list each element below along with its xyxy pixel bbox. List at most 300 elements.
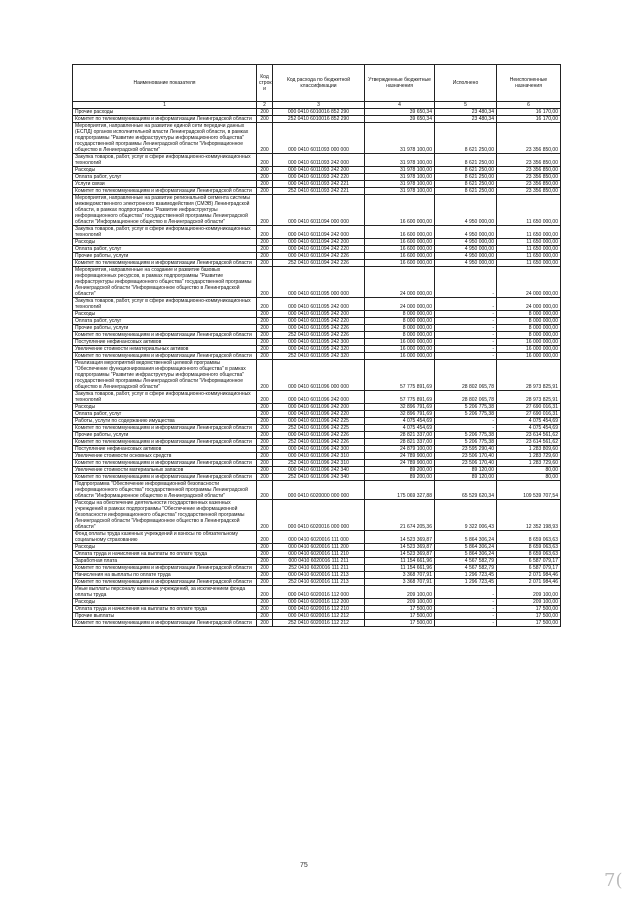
row-approved-cell: 24 000 000,00 <box>365 267 435 298</box>
row-name-cell: Расходы <box>73 404 257 411</box>
table-row <box>73 425 561 432</box>
row-executed-cell: 23 480,34 <box>435 109 497 116</box>
row-code-cell: 200 <box>257 181 273 188</box>
column-index: 1 <box>73 102 257 109</box>
column-index: 2 <box>257 102 273 109</box>
table-row <box>73 346 561 353</box>
row-executed-cell: - <box>435 613 497 620</box>
table-row <box>73 467 561 474</box>
row-kbk-cell: 252 0410 6020016 112 212 <box>273 620 365 627</box>
row-approved-cell: 8 000 000,00 <box>365 311 435 318</box>
row-code-cell: 200 <box>257 446 273 453</box>
row-kbk-cell: 252 0410 6020016 111 211 <box>273 565 365 572</box>
row-name-cell: Комитет по телекоммуникациям и информатизации Ленинградской области <box>73 188 257 195</box>
row-unexecuted-cell: 8 000 000,00 <box>497 311 561 318</box>
row-executed-cell: 89 120,00 <box>435 467 497 474</box>
row-approved-cell: 31 978 100,00 <box>365 188 435 195</box>
row-unexecuted-cell: 27 690 016,31 <box>497 411 561 418</box>
row-executed-cell: - <box>435 425 497 432</box>
row-name-cell: Комитет по телекоммуникациям и информатизации Ленинградской области <box>73 565 257 572</box>
row-kbk-cell: 000 0410 6011095 000 000 <box>273 267 365 298</box>
row-unexecuted-cell: 2 071 984,46 <box>497 572 561 579</box>
table-row <box>73 432 561 439</box>
row-approved-cell: 24 789 900,00 <box>365 460 435 467</box>
row-unexecuted-cell: 23 356 850,00 <box>497 174 561 181</box>
row-unexecuted-cell: 16 000 000,00 <box>497 346 561 353</box>
table-row <box>73 531 561 544</box>
header-row <box>73 65 561 102</box>
row-approved-cell: 4 075 454,69 <box>365 425 435 432</box>
row-executed-cell: 8 621 250,00 <box>435 181 497 188</box>
row-kbk-cell: 000 0410 6011096 000 000 <box>273 360 365 391</box>
row-approved-cell: 16 600 000,00 <box>365 260 435 267</box>
row-name-cell: Фонд оплаты труда казенных учреждений и взносы по обязательному социальному страхованию <box>73 531 257 544</box>
row-kbk-cell: 000 0410 6011094 242 000 <box>273 226 365 239</box>
row-approved-cell: 14 523 369,87 <box>365 551 435 558</box>
row-unexecuted-cell: 23 356 850,00 <box>497 188 561 195</box>
header-kbk: Код расхода по бюджетной классификации <box>273 65 365 102</box>
row-name-cell: Прочие расходы <box>73 109 257 116</box>
row-kbk-cell: 252 0410 6011094 242 226 <box>273 260 365 267</box>
row-code-cell: 200 <box>257 298 273 311</box>
row-approved-cell: 24 879 100,00 <box>365 446 435 453</box>
row-unexecuted-cell: 17 500,00 <box>497 620 561 627</box>
row-executed-cell: 28 802 065,78 <box>435 360 497 391</box>
row-executed-cell: 1 296 723,45 <box>435 572 497 579</box>
table-row <box>73 446 561 453</box>
row-kbk-cell: 000 0410 6011096 242 000 <box>273 391 365 404</box>
table-row <box>73 253 561 260</box>
row-name-cell: Начисления на выплаты по оплате труда <box>73 572 257 579</box>
row-kbk-cell: 000 0410 6011096 242 340 <box>273 467 365 474</box>
row-kbk-cell: 000 0410 6011095 242 200 <box>273 311 365 318</box>
row-code-cell: 200 <box>257 239 273 246</box>
row-name-cell: Поступление нефинансовых активов <box>73 446 257 453</box>
row-name-cell: Комитет по телекоммуникациям и информатизации Ленинградской области <box>73 116 257 123</box>
row-approved-cell: 11 154 661,96 <box>365 565 435 572</box>
table-row <box>73 391 561 404</box>
row-name-cell: Комитет по телекоммуникациям и информатизации Ленинградской области <box>73 620 257 627</box>
row-kbk-cell: 000 0410 6020016 112 210 <box>273 606 365 613</box>
table-row <box>73 439 561 446</box>
row-name-cell: Работы, услуги по содержанию имущества <box>73 418 257 425</box>
column-index: 5 <box>435 102 497 109</box>
row-unexecuted-cell: 23 614 561,62 <box>497 432 561 439</box>
table-row <box>73 123 561 154</box>
row-executed-cell: - <box>435 346 497 353</box>
row-code-cell: 200 <box>257 565 273 572</box>
row-name-cell: Комитет по телекоммуникациям и информатизации Ленинградской области <box>73 332 257 339</box>
row-approved-cell: 89 200,00 <box>365 467 435 474</box>
row-approved-cell: 16 000 000,00 <box>365 353 435 360</box>
row-code-cell: 200 <box>257 411 273 418</box>
row-kbk-cell: 000 0410 6020000 000 000 <box>273 481 365 500</box>
row-kbk-cell: 000 0410 6011094 242 200 <box>273 239 365 246</box>
row-code-cell: 200 <box>257 391 273 404</box>
row-kbk-cell: 252 0410 6010016 852 290 <box>273 116 365 123</box>
row-executed-cell: 23 506 170,40 <box>435 460 497 467</box>
row-unexecuted-cell: 4 075 454,69 <box>497 418 561 425</box>
row-approved-cell: 21 674 205,36 <box>365 500 435 531</box>
row-kbk-cell: 000 0410 6011096 242 310 <box>273 453 365 460</box>
row-unexecuted-cell: 80,00 <box>497 474 561 481</box>
row-code-cell: 200 <box>257 586 273 599</box>
row-approved-cell: 16 600 000,00 <box>365 246 435 253</box>
row-code-cell: 200 <box>257 551 273 558</box>
row-unexecuted-cell: 23 614 561,62 <box>497 439 561 446</box>
column-index: 6 <box>497 102 561 109</box>
row-name-cell: Комитет по телекоммуникациям и информатизации Ленинградской области <box>73 460 257 467</box>
row-code-cell: 200 <box>257 325 273 332</box>
row-executed-cell: - <box>435 353 497 360</box>
row-approved-cell: 16 000 000,00 <box>365 346 435 353</box>
row-approved-cell: 11 154 661,96 <box>365 558 435 565</box>
row-code-cell: 200 <box>257 346 273 353</box>
row-executed-cell: - <box>435 267 497 298</box>
row-executed-cell: - <box>435 325 497 332</box>
column-index: 4 <box>365 102 435 109</box>
table-row <box>73 572 561 579</box>
row-kbk-cell: 000 0410 6011093 000 000 <box>273 123 365 154</box>
row-executed-cell: 4 567 582,79 <box>435 558 497 565</box>
row-approved-cell: 28 821 337,00 <box>365 432 435 439</box>
row-name-cell: Расходы <box>73 311 257 318</box>
row-unexecuted-cell: 16 000 000,00 <box>497 353 561 360</box>
row-unexecuted-cell: 8 000 000,00 <box>497 332 561 339</box>
row-unexecuted-cell: 8 000 000,00 <box>497 325 561 332</box>
row-kbk-cell: 000 0410 6011093 242 220 <box>273 174 365 181</box>
row-unexecuted-cell: 8 000 000,00 <box>497 318 561 325</box>
row-name-cell: Мероприятия, направленные на развитие региональной сегмента системы межведомственного электронного взаимодействия (СМЭВ) Ленинградской области, в рамках подпрограммы "Развитие инфраструктуры информационного общества" государственной программы Ленинградской области "Информационное общество в Ленинградской области" <box>73 195 257 226</box>
row-code-cell: 200 <box>257 311 273 318</box>
row-unexecuted-cell: 23 356 850,00 <box>497 167 561 174</box>
table-row <box>73 332 561 339</box>
row-kbk-cell: 000 0410 6020016 000 000 <box>273 500 365 531</box>
row-name-cell: Реализация мероприятий ведомственной целевой программы "Обеспечение функционирования информационного общества" в рамках подпрограммы "Развитие инфраструктуры информационного общества" государственной программы Ленинградской области "Информационное общество в Ленинградской области" <box>73 360 257 391</box>
row-approved-cell: 17 500,00 <box>365 606 435 613</box>
row-executed-cell: - <box>435 339 497 346</box>
row-executed-cell: 8 621 250,00 <box>435 123 497 154</box>
row-approved-cell: 8 000 000,00 <box>365 332 435 339</box>
row-name-cell: Комитет по телекоммуникациям и информатизации Ленинградской области <box>73 353 257 360</box>
row-approved-cell: 31 978 100,00 <box>365 174 435 181</box>
row-code-cell: 200 <box>257 253 273 260</box>
table-row <box>73 298 561 311</box>
row-unexecuted-cell: 209 100,00 <box>497 599 561 606</box>
row-executed-cell: 5 864 306,24 <box>435 531 497 544</box>
row-name-cell: Увеличение стоимости нематериальных активов <box>73 346 257 353</box>
row-executed-cell: 5 864 306,24 <box>435 551 497 558</box>
row-unexecuted-cell: 11 650 000,00 <box>497 226 561 239</box>
row-executed-cell: 4 950 000,00 <box>435 226 497 239</box>
row-unexecuted-cell: 209 100,00 <box>497 586 561 599</box>
table-row <box>73 109 561 116</box>
row-approved-cell: 57 775 891,69 <box>365 360 435 391</box>
row-code-cell: 200 <box>257 572 273 579</box>
table-body <box>73 109 561 627</box>
row-code-cell: 200 <box>257 606 273 613</box>
row-code-cell: 200 <box>257 439 273 446</box>
row-unexecuted-cell: 16 170,00 <box>497 116 561 123</box>
row-executed-cell: 4 950 000,00 <box>435 195 497 226</box>
table-row <box>73 260 561 267</box>
table-row <box>73 453 561 460</box>
row-unexecuted-cell: 11 650 000,00 <box>497 260 561 267</box>
row-name-cell: Закупка товаров, работ, услуг в сфере информационно-коммуникационных технологий <box>73 298 257 311</box>
row-executed-cell: 4 950 000,00 <box>435 253 497 260</box>
column-index: 3 <box>273 102 365 109</box>
table-row <box>73 620 561 627</box>
row-executed-cell: 4 950 000,00 <box>435 260 497 267</box>
row-name-cell: Оплата труда и начисления на выплаты по оплате труда <box>73 606 257 613</box>
table-row <box>73 339 561 346</box>
row-executed-cell: 1 296 723,45 <box>435 579 497 586</box>
row-approved-cell: 39 650,34 <box>365 109 435 116</box>
row-name-cell: Расходы на обеспечение деятельности государственных казенных учреждений в рамках подпрограммы "Обеспечение информационной безопасности информационного общества" государственной программы Ленинградской области "Информационное общество в Ленинградской области" <box>73 500 257 531</box>
row-code-cell: 200 <box>257 500 273 531</box>
row-executed-cell: - <box>435 418 497 425</box>
row-executed-cell: 5 206 775,38 <box>435 411 497 418</box>
row-unexecuted-cell: 16 170,00 <box>497 109 561 116</box>
row-kbk-cell: 000 0410 6011095 242 320 <box>273 346 365 353</box>
row-name-cell: Прочие работы, услуги <box>73 325 257 332</box>
row-name-cell: Оплата труда и начисления на выплаты по оплате труда <box>73 551 257 558</box>
row-executed-cell: 8 621 250,00 <box>435 174 497 181</box>
row-approved-cell: 175 069 327,88 <box>365 481 435 500</box>
row-executed-cell: 5 864 306,24 <box>435 544 497 551</box>
row-name-cell: Прочие выплаты <box>73 613 257 620</box>
row-unexecuted-cell: 109 539 707,54 <box>497 481 561 500</box>
row-kbk-cell: 000 0410 6011093 242 200 <box>273 167 365 174</box>
row-unexecuted-cell: 4 075 454,69 <box>497 425 561 432</box>
row-name-cell: Подпрограмма "Обеспечение информационной безопасности информационного общества" государственной программы Ленинградской области "Информационное общество в Ленинградской области" <box>73 481 257 500</box>
row-executed-cell: - <box>435 318 497 325</box>
row-kbk-cell: 000 0410 6011095 242 000 <box>273 298 365 311</box>
row-name-cell: Расходы <box>73 544 257 551</box>
row-executed-cell: - <box>435 606 497 613</box>
row-name-cell: Мероприятия, направленные на создание и развитие базовых информационных ресурсов, в рамках подпрограммы "Развитие инфраструктуры информационного общества" государственной программы Ленинградской области "Информационное общество в Ленинградской области" <box>73 267 257 298</box>
row-code-cell: 200 <box>257 226 273 239</box>
table-row <box>73 565 561 572</box>
row-unexecuted-cell: 6 587 079,17 <box>497 565 561 572</box>
row-unexecuted-cell: 17 500,00 <box>497 606 561 613</box>
row-name-cell: Увеличение стоимости основных средств <box>73 453 257 460</box>
row-code-cell: 200 <box>257 531 273 544</box>
row-approved-cell: 24 789 900,00 <box>365 453 435 460</box>
table-row <box>73 267 561 298</box>
row-code-cell: 200 <box>257 558 273 565</box>
row-executed-cell: - <box>435 620 497 627</box>
table-row <box>73 154 561 167</box>
row-executed-cell: 4 950 000,00 <box>435 239 497 246</box>
row-approved-cell: 4 075 454,69 <box>365 418 435 425</box>
table-row <box>73 181 561 188</box>
row-code-cell: 200 <box>257 579 273 586</box>
row-kbk-cell: 000 0410 6011094 000 000 <box>273 195 365 226</box>
row-executed-cell: 5 206 775,38 <box>435 432 497 439</box>
row-code-cell: 200 <box>257 360 273 391</box>
row-name-cell: Прочие работы, услуги <box>73 432 257 439</box>
row-code-cell: 200 <box>257 195 273 226</box>
row-name-cell: Заработная плата <box>73 558 257 565</box>
row-code-cell: 200 <box>257 188 273 195</box>
page-number: 75 <box>300 862 308 869</box>
row-unexecuted-cell: 1 283 729,60 <box>497 460 561 467</box>
table-row <box>73 246 561 253</box>
row-approved-cell: 14 523 369,87 <box>365 544 435 551</box>
row-kbk-cell: 000 0410 6020016 111 210 <box>273 551 365 558</box>
row-executed-cell: 23 506 170,40 <box>435 453 497 460</box>
row-code-cell: 200 <box>257 318 273 325</box>
row-kbk-cell: 000 0410 6011094 242 220 <box>273 246 365 253</box>
row-code-cell: 200 <box>257 481 273 500</box>
row-approved-cell: 32 896 791,69 <box>365 411 435 418</box>
header-indicator-name: Наименование показателя <box>73 65 257 102</box>
row-approved-cell: 8 000 000,00 <box>365 318 435 325</box>
row-unexecuted-cell: 11 650 000,00 <box>497 246 561 253</box>
row-executed-cell: 23 480,34 <box>435 116 497 123</box>
row-code-cell: 200 <box>257 123 273 154</box>
row-kbk-cell: 000 0410 6020016 111 211 <box>273 558 365 565</box>
row-code-cell: 200 <box>257 467 273 474</box>
table-row <box>73 586 561 599</box>
row-code-cell: 200 <box>257 418 273 425</box>
row-code-cell: 200 <box>257 116 273 123</box>
budget-execution-table <box>72 64 561 627</box>
row-unexecuted-cell: 24 000 000,00 <box>497 298 561 311</box>
row-approved-cell: 209 100,00 <box>365 586 435 599</box>
row-code-cell: 200 <box>257 404 273 411</box>
row-approved-cell: 16 600 000,00 <box>365 239 435 246</box>
row-approved-cell: 8 000 000,00 <box>365 325 435 332</box>
table-row <box>73 613 561 620</box>
row-name-cell: Комитет по телекоммуникациям и информатизации Ленинградской области <box>73 474 257 481</box>
row-executed-cell: 4 950 000,00 <box>435 246 497 253</box>
row-unexecuted-cell: 23 356 850,00 <box>497 181 561 188</box>
row-name-cell: Комитет по телекоммуникациям и информатизации Ленинградской области <box>73 425 257 432</box>
row-approved-cell: 89 200,00 <box>365 474 435 481</box>
table-row <box>73 116 561 123</box>
row-name-cell: Расходы <box>73 167 257 174</box>
row-approved-cell: 16 600 000,00 <box>365 226 435 239</box>
row-name-cell: Услуги связи <box>73 181 257 188</box>
row-code-cell: 200 <box>257 267 273 298</box>
row-name-cell: Расходы <box>73 599 257 606</box>
row-unexecuted-cell: 1 283 729,60 <box>497 453 561 460</box>
header-unexecuted: Неисполненные назначения <box>497 65 561 102</box>
table-row <box>73 226 561 239</box>
row-kbk-cell: 000 0410 6011093 242 221 <box>273 181 365 188</box>
row-kbk-cell: 000 0410 6020016 111 213 <box>273 572 365 579</box>
row-unexecuted-cell: 12 352 198,93 <box>497 500 561 531</box>
row-kbk-cell: 252 0410 6011096 242 226 <box>273 439 365 446</box>
table-row <box>73 239 561 246</box>
row-code-cell: 200 <box>257 260 273 267</box>
row-executed-cell: 8 621 250,00 <box>435 154 497 167</box>
table-row <box>73 411 561 418</box>
row-approved-cell: 31 978 100,00 <box>365 154 435 167</box>
row-name-cell: Оплата работ, услуг <box>73 246 257 253</box>
table-row <box>73 325 561 332</box>
table-row <box>73 481 561 500</box>
table-row <box>73 500 561 531</box>
header-approved: Утвержденные бюджетные назначения <box>365 65 435 102</box>
row-code-cell: 200 <box>257 246 273 253</box>
header-line-code: Код строк и <box>257 65 273 102</box>
row-kbk-cell: 000 0410 6011095 242 300 <box>273 339 365 346</box>
row-name-cell: Увеличение стоимости материальных запасов <box>73 467 257 474</box>
row-executed-cell: 9 322 006,43 <box>435 500 497 531</box>
row-approved-cell: 3 368 707,91 <box>365 579 435 586</box>
table-row <box>73 195 561 226</box>
row-unexecuted-cell: 27 690 016,31 <box>497 404 561 411</box>
row-unexecuted-cell: 1 283 809,60 <box>497 446 561 453</box>
row-kbk-cell: 000 0410 6011095 242 226 <box>273 325 365 332</box>
row-code-cell: 200 <box>257 353 273 360</box>
row-approved-cell: 39 650,34 <box>365 116 435 123</box>
row-approved-cell: 209 100,00 <box>365 599 435 606</box>
row-kbk-cell: 000 0410 6020016 111 200 <box>273 544 365 551</box>
row-code-cell: 200 <box>257 453 273 460</box>
table-row <box>73 311 561 318</box>
row-approved-cell: 31 978 100,00 <box>365 167 435 174</box>
row-unexecuted-cell: 17 500,00 <box>497 613 561 620</box>
row-approved-cell: 3 368 707,91 <box>365 572 435 579</box>
row-executed-cell: - <box>435 599 497 606</box>
row-kbk-cell: 252 0410 6011093 242 221 <box>273 188 365 195</box>
row-name-cell: Закупка товаров, работ, услуг в сфере информационно-коммуникационных технологий <box>73 391 257 404</box>
table-row <box>73 558 561 565</box>
row-code-cell: 200 <box>257 167 273 174</box>
row-kbk-cell: 252 0410 6011096 242 225 <box>273 425 365 432</box>
row-unexecuted-cell: 11 650 000,00 <box>497 239 561 246</box>
row-kbk-cell: 000 0410 6011094 242 226 <box>273 253 365 260</box>
table-row <box>73 606 561 613</box>
row-name-cell: Расходы <box>73 239 257 246</box>
row-unexecuted-cell: 23 356 850,00 <box>497 154 561 167</box>
row-kbk-cell: 000 0410 6010016 852 290 <box>273 109 365 116</box>
table-row <box>73 318 561 325</box>
row-approved-cell: 28 821 337,00 <box>365 439 435 446</box>
row-kbk-cell: 000 0410 6011093 242 000 <box>273 154 365 167</box>
row-name-cell: Оплата работ, услуг <box>73 174 257 181</box>
row-approved-cell: 16 000 000,00 <box>365 339 435 346</box>
table-row <box>73 579 561 586</box>
row-kbk-cell: 252 0410 6011095 242 320 <box>273 353 365 360</box>
row-code-cell: 200 <box>257 544 273 551</box>
row-executed-cell: 23 595 290,40 <box>435 446 497 453</box>
row-kbk-cell: 252 0410 6011095 242 226 <box>273 332 365 339</box>
row-unexecuted-cell: 24 000 000,00 <box>497 267 561 298</box>
row-kbk-cell: 252 0410 6020016 111 213 <box>273 579 365 586</box>
row-approved-cell: 24 000 000,00 <box>365 298 435 311</box>
column-index-row <box>73 102 561 109</box>
row-code-cell: 200 <box>257 109 273 116</box>
table-row <box>73 404 561 411</box>
row-kbk-cell: 000 0410 6011096 242 220 <box>273 411 365 418</box>
row-executed-cell: 4 567 582,79 <box>435 565 497 572</box>
row-kbk-cell: 000 0410 6020016 111 000 <box>273 531 365 544</box>
row-kbk-cell: 252 0410 6011096 242 310 <box>273 460 365 467</box>
row-kbk-cell: 000 0410 6011096 242 226 <box>273 432 365 439</box>
row-code-cell: 200 <box>257 332 273 339</box>
row-executed-cell: 28 802 065,78 <box>435 391 497 404</box>
row-name-cell: Закупка товаров, работ, услуг в сфере информационно-коммуникационных технологий <box>73 226 257 239</box>
table-row <box>73 544 561 551</box>
table-row <box>73 474 561 481</box>
row-executed-cell: - <box>435 311 497 318</box>
row-approved-cell: 17 500,00 <box>365 613 435 620</box>
